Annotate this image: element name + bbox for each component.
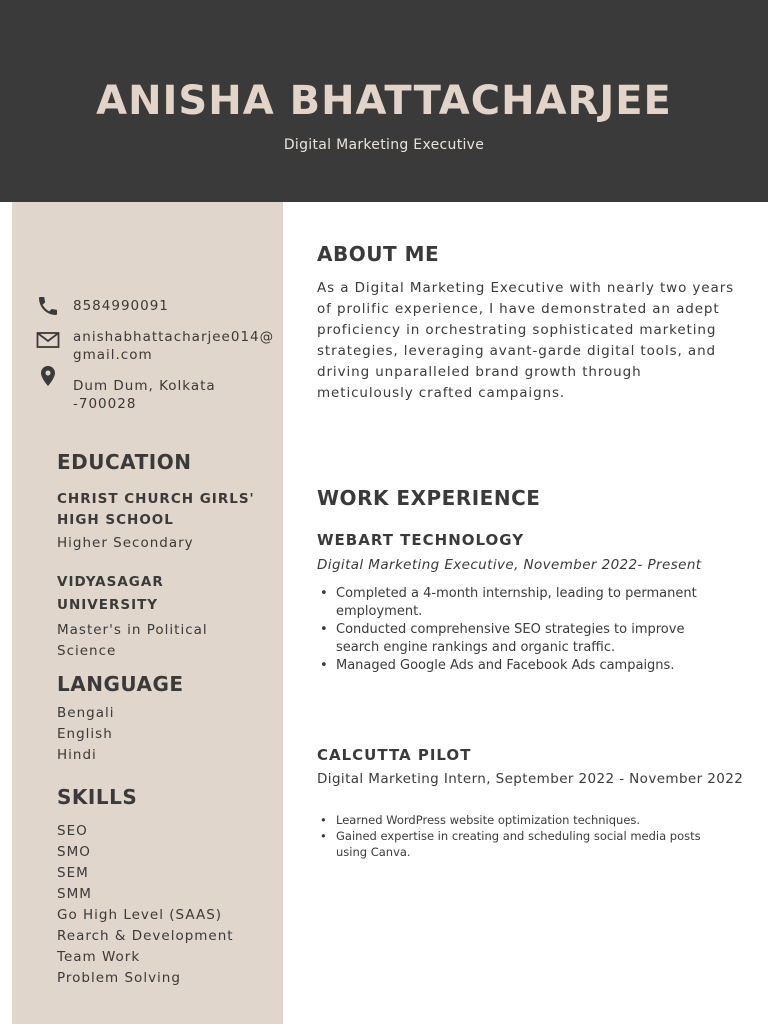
phone-icon [36, 294, 60, 318]
skill-item: SMO [57, 844, 91, 860]
job-role-1: Digital Marketing Executive, November 2022- Present [317, 557, 702, 573]
job-bullets-2 [320, 812, 710, 860]
skill-item: SEM [57, 865, 89, 881]
phone-number[interactable]: 8584990091 [73, 298, 169, 314]
education-degree-1: Higher Secondary [57, 535, 194, 551]
language-item: English [57, 726, 113, 742]
skill-item: SEO [57, 823, 88, 839]
language-item: Hindi [57, 747, 97, 763]
job-company-2: CALCUTTA PILOT [317, 746, 472, 764]
skill-item: Team Work [57, 949, 141, 965]
skills-list [57, 821, 234, 989]
education-degree-2: Master's in Political Science [57, 622, 208, 659]
skill-item: Problem Solving [57, 970, 181, 986]
skill-item: Rearch & Development [57, 928, 234, 944]
skills-heading: SKILLS [57, 785, 138, 809]
education-heading: EDUCATION [57, 450, 192, 474]
language-item: Bengali [57, 705, 115, 721]
location-pin-icon [36, 364, 60, 388]
job-bullet: • Managed Google Ads and Facebook Ads campaigns. [320, 657, 720, 675]
candidate-name: ANISHA BHATTACHARJEE [96, 78, 672, 124]
about-text: As a Digital Marketing Executive with nearly two years of prolific experience, I have demonstrated an adept proficiency in orchestrating sophisticated marketing strategies, leveraging avant-garde digital tools, and driving unparalleled brand growth through meticulously crafted campaigns. [317, 280, 735, 401]
address: Dum Dum, Kolkata -700028 [73, 378, 216, 412]
skill-item: Go High Level (SAAS) [57, 907, 223, 923]
email-address[interactable]: anishabhattacharjee014@gmail.com [73, 329, 275, 363]
job-bullet: • Learned WordPress website optimization techniques. [320, 812, 710, 828]
education-school-2: VIDYASAGAR UNIVERSITY [57, 574, 164, 613]
job-company-1: WEBART TECHNOLOGY [317, 531, 525, 549]
language-heading: LANGUAGE [57, 672, 184, 696]
job-role-2: Digital Marketing Intern, September 2022 - November 2022 [317, 771, 744, 787]
about-heading: ABOUT ME [317, 242, 440, 266]
education-school-1: CHRIST CHURCH GIRLS' HIGH SCHOOL [57, 491, 255, 528]
sidebar [12, 202, 283, 1024]
work-heading: WORK EXPERIENCE [317, 486, 541, 510]
language-list [57, 703, 114, 766]
job-bullet: • Conducted comprehensive SEO strategies to improve search engine rankings and organic traffic. [320, 621, 720, 657]
job-title: Digital Marketing Executive [283, 137, 485, 153]
job-bullet: • Completed a 4-month internship, leading to permanent employment. [320, 585, 720, 621]
header-banner [0, 0, 768, 202]
job-bullets-1 [320, 585, 720, 675]
job-bullet: • Gained expertise in creating and scheduling social media posts using Canva. [320, 828, 710, 860]
skill-item: SMM [57, 886, 92, 902]
mail-icon [36, 328, 60, 352]
